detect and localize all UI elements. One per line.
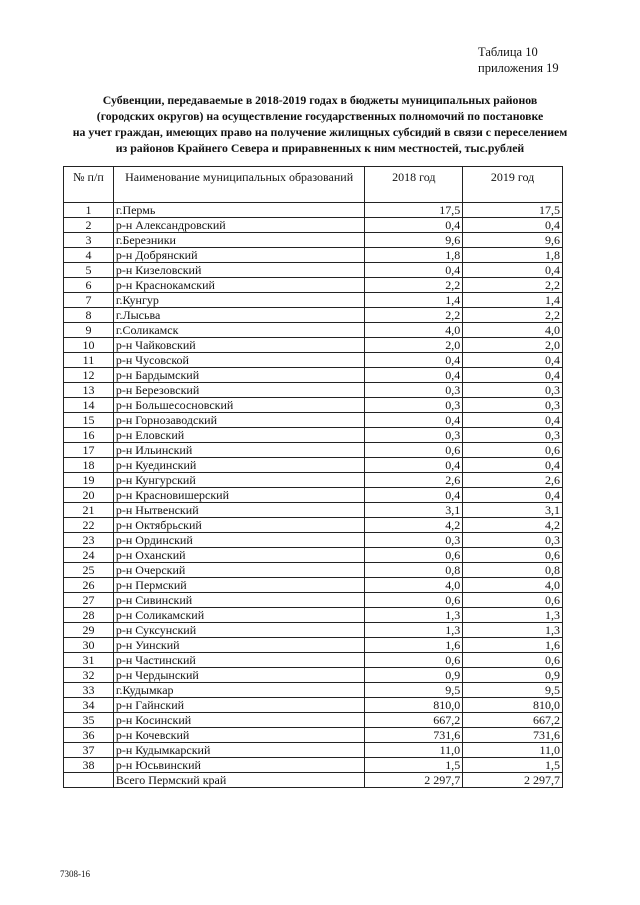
table-row [64, 428, 563, 443]
row-name: р-н Гайнский [113, 698, 365, 713]
row-value-2018: 2,0 [365, 338, 463, 353]
row-value-2018: 11,0 [365, 743, 463, 758]
table-header-row [64, 167, 563, 203]
table-row [64, 353, 563, 368]
header-2018: 2018 год [365, 167, 463, 203]
table-row [64, 653, 563, 668]
row-value-2019: 1,8 [463, 248, 563, 263]
row-value-2019: 0,3 [463, 398, 563, 413]
table-row [64, 608, 563, 623]
row-value-2018: 0,4 [365, 488, 463, 503]
table-row [64, 533, 563, 548]
row-name: р-н Горнозаводский [113, 413, 365, 428]
row-value-2018: 0,9 [365, 668, 463, 683]
table-row [64, 638, 563, 653]
row-value-2019: 1,3 [463, 623, 563, 638]
row-name: р-н Александровский [113, 218, 365, 233]
row-value-2018: 731,6 [365, 728, 463, 743]
row-number: 13 [64, 383, 114, 398]
row-name: р-н Краснокамский [113, 278, 365, 293]
row-value-2018: 1,6 [365, 638, 463, 653]
row-number: 19 [64, 473, 114, 488]
table-row [64, 518, 563, 533]
table-row [64, 338, 563, 353]
total-row [64, 773, 563, 788]
row-value-2018: 4,0 [365, 323, 463, 338]
row-number: 32 [64, 668, 114, 683]
table-row [64, 563, 563, 578]
row-value-2018: 0,6 [365, 548, 463, 563]
row-number: 1 [64, 203, 114, 218]
row-name: р-н Еловский [113, 428, 365, 443]
row-value-2019: 0,4 [463, 353, 563, 368]
table-row [64, 503, 563, 518]
row-value-2018: 1,5 [365, 758, 463, 773]
row-value-2018: 3,1 [365, 503, 463, 518]
row-value-2019: 1,6 [463, 638, 563, 653]
table-row [64, 623, 563, 638]
row-name: р-н Нытвенский [113, 503, 365, 518]
table-row [64, 698, 563, 713]
title-line-1: Субвенции, передаваемые в 2018-2019 годах в бюджеты муниципальных районов [102, 93, 538, 107]
table-row [64, 758, 563, 773]
row-number: 16 [64, 428, 114, 443]
row-number: 36 [64, 728, 114, 743]
row-name: р-н Кудымкарский [113, 743, 365, 758]
row-number: 34 [64, 698, 114, 713]
row-number: 33 [64, 683, 114, 698]
row-value-2019: 4,0 [463, 323, 563, 338]
table-row [64, 203, 563, 218]
row-value-2018: 0,6 [365, 593, 463, 608]
row-number: 20 [64, 488, 114, 503]
row-value-2019: 0,3 [463, 428, 563, 443]
row-value-2019: 810,0 [463, 698, 563, 713]
row-value-2018: 0,4 [365, 368, 463, 383]
row-number: 14 [64, 398, 114, 413]
row-value-2019: 4,0 [463, 578, 563, 593]
subsidy-table [63, 166, 563, 788]
row-name: р-н Сивинский [113, 593, 365, 608]
row-value-2018: 0,6 [365, 443, 463, 458]
table-row [64, 218, 563, 233]
row-number: 24 [64, 548, 114, 563]
row-value-2018: 0,4 [365, 218, 463, 233]
row-name: р-н Оханский [113, 548, 365, 563]
row-value-2019: 0,4 [463, 218, 563, 233]
row-value-2018: 17,5 [365, 203, 463, 218]
row-value-2018: 1,8 [365, 248, 463, 263]
row-name: р-н Ильинский [113, 443, 365, 458]
row-number: 11 [64, 353, 114, 368]
note-appendix-number: приложения 19 [478, 61, 559, 75]
table-row [64, 488, 563, 503]
row-value-2019: 9,6 [463, 233, 563, 248]
table-body [64, 203, 563, 773]
row-value-2018: 2,2 [365, 308, 463, 323]
title-line-2: (городских округов) на осуществление государственных полномочий по постановке [96, 109, 544, 123]
row-value-2019: 2,0 [463, 338, 563, 353]
table-row [64, 263, 563, 278]
table-row [64, 293, 563, 308]
row-name: р-н Чайковский [113, 338, 365, 353]
row-value-2019: 0,3 [463, 533, 563, 548]
row-number: 29 [64, 623, 114, 638]
table-row [64, 668, 563, 683]
table-row [64, 248, 563, 263]
table-row [64, 233, 563, 248]
table-row [64, 443, 563, 458]
row-number: 35 [64, 713, 114, 728]
table-row [64, 383, 563, 398]
row-number: 27 [64, 593, 114, 608]
row-value-2019: 1,5 [463, 758, 563, 773]
row-value-2018: 1,4 [365, 293, 463, 308]
row-value-2018: 667,2 [365, 713, 463, 728]
row-value-2019: 0,6 [463, 443, 563, 458]
row-value-2019: 0,4 [463, 263, 563, 278]
row-number: 7 [64, 293, 114, 308]
row-value-2018: 0,3 [365, 533, 463, 548]
row-value-2018: 0,3 [365, 428, 463, 443]
row-value-2018: 0,3 [365, 383, 463, 398]
row-number: 22 [64, 518, 114, 533]
row-name: р-н Очерский [113, 563, 365, 578]
table-row [64, 278, 563, 293]
table-row [64, 368, 563, 383]
table-row [64, 593, 563, 608]
table-row [64, 473, 563, 488]
row-number: 37 [64, 743, 114, 758]
row-number: 6 [64, 278, 114, 293]
table-row [64, 458, 563, 473]
row-value-2018: 0,6 [365, 653, 463, 668]
row-value-2019: 17,5 [463, 203, 563, 218]
row-value-2019: 4,2 [463, 518, 563, 533]
row-value-2019: 667,2 [463, 713, 563, 728]
row-name: г.Кудымкар [113, 683, 365, 698]
header-number: № п/п [64, 167, 114, 203]
row-number: 9 [64, 323, 114, 338]
row-value-2018: 0,4 [365, 413, 463, 428]
row-value-2019: 2,2 [463, 308, 563, 323]
total-2019: 2 297,7 [463, 773, 563, 788]
row-value-2018: 9,5 [365, 683, 463, 698]
title-line-4: из районов Крайнего Севера и приравненных к ним местностей, тыс.рублей [115, 141, 525, 155]
table-row [64, 548, 563, 563]
total-2018: 2 297,7 [365, 773, 463, 788]
row-name: р-н Куединский [113, 458, 365, 473]
footer-code: 7308-16 [60, 869, 90, 879]
row-number: 25 [64, 563, 114, 578]
row-value-2018: 1,3 [365, 623, 463, 638]
row-value-2018: 4,0 [365, 578, 463, 593]
title-line-3: на учет граждан, имеющих право на получение жилищных субсидий в связи с переселением [72, 125, 568, 139]
row-value-2018: 9,6 [365, 233, 463, 248]
total-blank-cell [64, 773, 114, 788]
row-value-2018: 0,8 [365, 563, 463, 578]
row-name: р-н Косинский [113, 713, 365, 728]
row-value-2019: 1,4 [463, 293, 563, 308]
row-name: р-н Кочевский [113, 728, 365, 743]
note-table-number: Таблица 10 [478, 45, 538, 59]
row-number: 28 [64, 608, 114, 623]
row-value-2019: 0,4 [463, 413, 563, 428]
row-value-2018: 0,3 [365, 398, 463, 413]
row-name: р-н Кунгурский [113, 473, 365, 488]
row-number: 3 [64, 233, 114, 248]
row-number: 10 [64, 338, 114, 353]
row-value-2019: 0,8 [463, 563, 563, 578]
row-value-2018: 810,0 [365, 698, 463, 713]
row-value-2019: 0,6 [463, 548, 563, 563]
table-row [64, 308, 563, 323]
row-number: 17 [64, 443, 114, 458]
row-value-2018: 0,4 [365, 353, 463, 368]
table-row [64, 728, 563, 743]
row-number: 4 [64, 248, 114, 263]
row-number: 31 [64, 653, 114, 668]
row-name: р-н Ординский [113, 533, 365, 548]
row-value-2019: 0,4 [463, 488, 563, 503]
header-2019: 2019 год [463, 167, 563, 203]
row-number: 23 [64, 533, 114, 548]
row-value-2018: 1,3 [365, 608, 463, 623]
row-number: 12 [64, 368, 114, 383]
row-number: 21 [64, 503, 114, 518]
row-value-2018: 2,2 [365, 278, 463, 293]
row-value-2019: 0,6 [463, 593, 563, 608]
row-value-2019: 0,3 [463, 383, 563, 398]
row-number: 38 [64, 758, 114, 773]
table-row [64, 398, 563, 413]
row-name: г.Пермь [113, 203, 365, 218]
header-name: Наименование муниципальных образований [113, 167, 365, 203]
table-row [64, 578, 563, 593]
row-name: р-н Частинский [113, 653, 365, 668]
row-value-2019: 1,3 [463, 608, 563, 623]
row-number: 26 [64, 578, 114, 593]
row-value-2018: 0,4 [365, 263, 463, 278]
row-number: 30 [64, 638, 114, 653]
table-row [64, 683, 563, 698]
table-row [64, 413, 563, 428]
document-title [40, 92, 600, 156]
row-name: г.Лысьва [113, 308, 365, 323]
row-value-2018: 4,2 [365, 518, 463, 533]
row-name: г.Соликамск [113, 323, 365, 338]
row-value-2019: 0,4 [463, 368, 563, 383]
row-value-2018: 0,4 [365, 458, 463, 473]
row-name: р-н Бардымский [113, 368, 365, 383]
row-name: р-н Уинский [113, 638, 365, 653]
row-name: р-н Чусовской [113, 353, 365, 368]
row-name: р-н Большесосновский [113, 398, 365, 413]
row-name: р-н Добрянский [113, 248, 365, 263]
row-name: р-н Березовский [113, 383, 365, 398]
row-value-2018: 2,6 [365, 473, 463, 488]
row-value-2019: 0,6 [463, 653, 563, 668]
table-row [64, 713, 563, 728]
row-name: р-н Октябрьский [113, 518, 365, 533]
row-name: р-н Соликамский [113, 608, 365, 623]
row-value-2019: 9,5 [463, 683, 563, 698]
row-value-2019: 3,1 [463, 503, 563, 518]
row-name: р-н Пермский [113, 578, 365, 593]
row-name: р-н Красновишерский [113, 488, 365, 503]
row-name: г.Кунгур [113, 293, 365, 308]
total-label: Всего Пермский край [113, 773, 365, 788]
row-number: 15 [64, 413, 114, 428]
row-value-2019: 0,9 [463, 668, 563, 683]
row-value-2019: 2,2 [463, 278, 563, 293]
row-number: 8 [64, 308, 114, 323]
row-name: г.Березники [113, 233, 365, 248]
row-number: 5 [64, 263, 114, 278]
row-value-2019: 0,4 [463, 458, 563, 473]
row-name: р-н Кизеловский [113, 263, 365, 278]
row-number: 18 [64, 458, 114, 473]
row-value-2019: 11,0 [463, 743, 563, 758]
row-name: р-н Чердынский [113, 668, 365, 683]
row-number: 2 [64, 218, 114, 233]
row-value-2019: 2,6 [463, 473, 563, 488]
table-row [64, 743, 563, 758]
row-value-2019: 731,6 [463, 728, 563, 743]
appendix-note [478, 44, 559, 76]
table-row [64, 323, 563, 338]
row-name: р-н Суксунский [113, 623, 365, 638]
row-name: р-н Юсьвинский [113, 758, 365, 773]
